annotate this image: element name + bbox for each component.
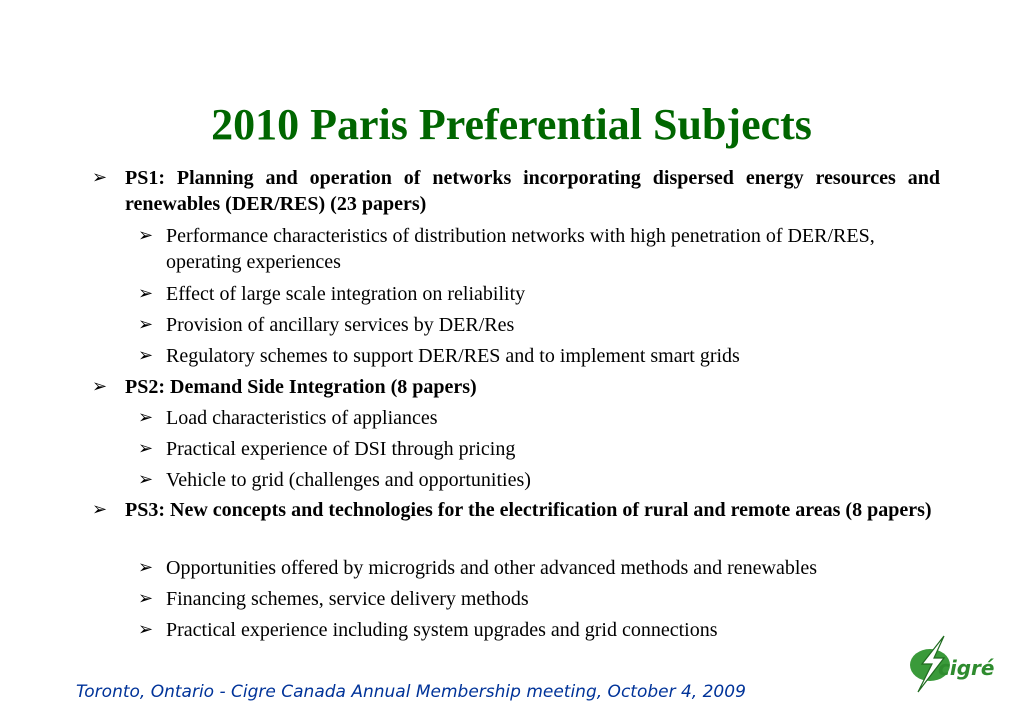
bullet-marker-icon: ➢ [138,469,154,490]
bullet-marker-icon: ➢ [138,225,154,246]
bullet-marker-icon: ➢ [92,499,108,520]
subject-subitem: Regulatory schemes to support DER/RES and to implement smart grids [166,345,740,367]
slide-title: 2010 Paris Preferential Subjects [211,100,812,149]
subject-subitem: Performance characteristics of distribution networks with high penetration of DER/RES, operating experiences [166,225,875,273]
subject-subitem: Vehicle to grid (challenges and opportunities) [166,469,531,491]
subject-heading: PS1: Planning and operation of networks incorporating dispersed energy resources and renewables (DER/RES) (23 papers) [125,167,940,215]
slide-footer: Toronto, Ontario - Cigre Canada Annual Membership meeting, October 4, 2009 [76,682,746,702]
bullet-marker-icon: ➢ [138,314,154,335]
subject-subitem: Opportunities offered by microgrids and other advanced methods and renewables [166,557,818,579]
bullet-marker-icon: ➢ [138,438,154,459]
bullet-marker-icon: ➢ [138,345,154,366]
bullet-marker-icon: ➢ [138,619,154,640]
bullet-marker-icon: ➢ [138,283,154,304]
subject-heading: PS3: New concepts and technologies for the electrification of rural and remote areas (8 papers) [125,499,932,521]
bullet-marker-icon: ➢ [92,167,108,188]
bullet-marker-icon: ➢ [138,588,154,609]
subject-subitem: Effect of large scale integration on reliability [166,283,526,305]
subject-heading: PS2: Demand Side Integration (8 papers) [125,376,477,398]
subject-subitem: Practical experience of DSI through pricing [166,438,516,460]
subject-subitem: Financing schemes, service delivery methods [166,588,529,610]
cigre-logo-icon [904,634,1000,696]
subject-subitem: Load characteristics of appliances [166,407,438,429]
logo-text: cigré [938,656,995,680]
subject-subitem: Practical experience including system upgrades and grid connections [166,619,718,641]
bullet-marker-icon: ➢ [138,407,154,428]
bullet-marker-icon: ➢ [92,376,108,397]
bullet-marker-icon: ➢ [138,557,154,578]
subject-subitem: Provision of ancillary services by DER/Res [166,314,515,336]
